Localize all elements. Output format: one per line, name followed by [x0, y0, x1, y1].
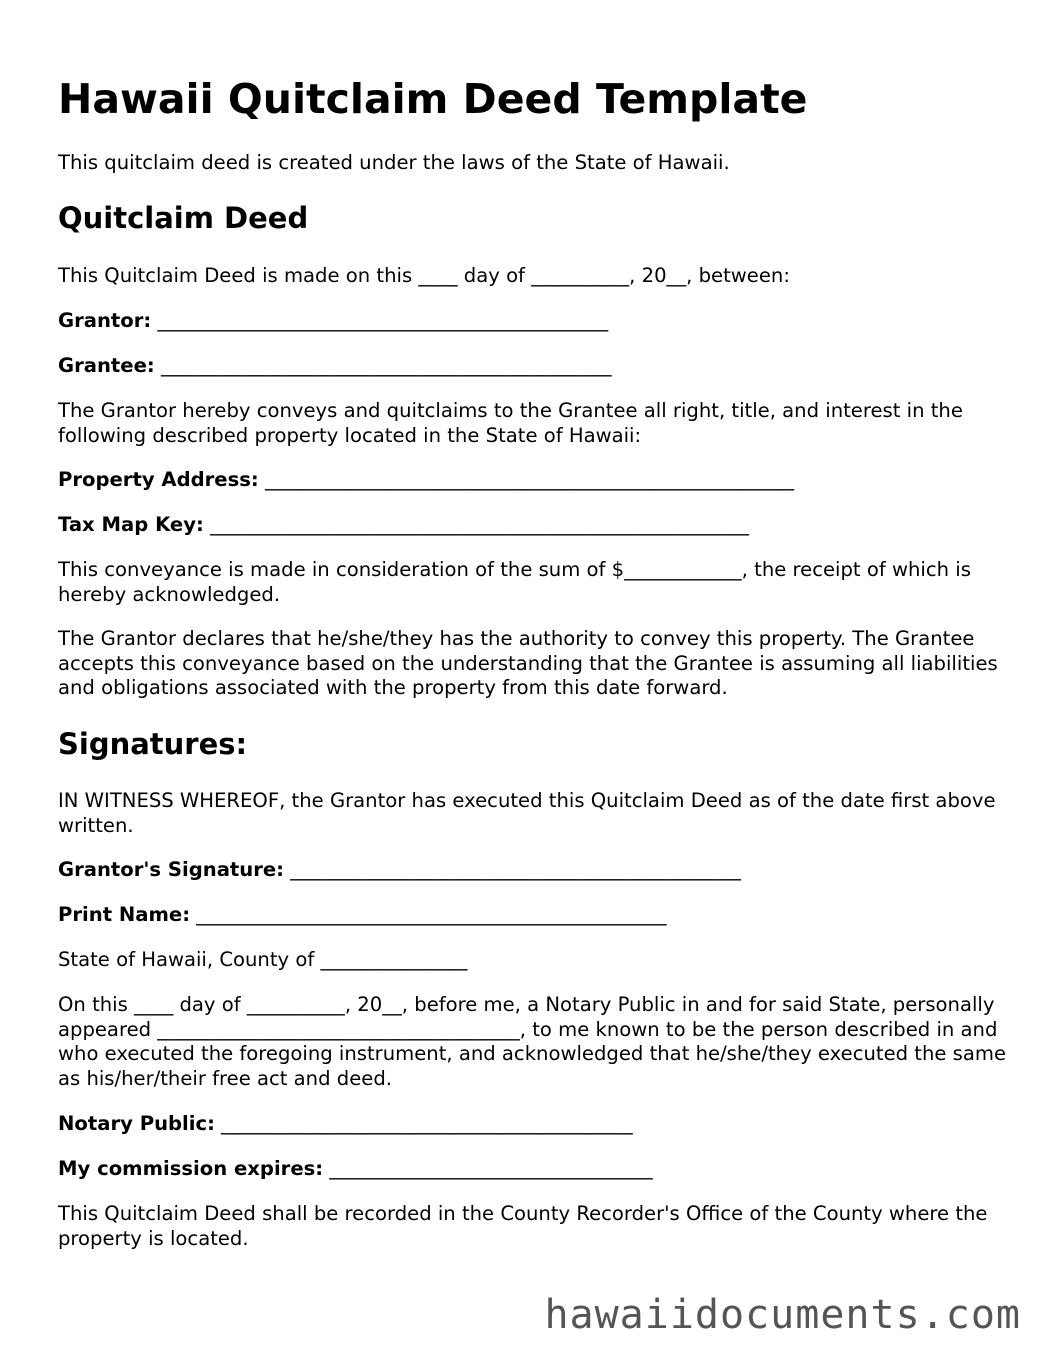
- property-address-field: [58, 468, 1008, 493]
- property-address-label: Property Address:: [58, 468, 259, 491]
- grantor-blank: ______________________________________________: [157, 309, 609, 332]
- tax-map-key-label: Tax Map Key:: [58, 513, 204, 536]
- notary-public-blank: __________________________________________: [221, 1112, 633, 1135]
- declaration-text: The Grantor declares that he/she/they has the authority to convey this property. The Grantee accepts this conveyance based on the understanding that the Grantee is assuming all liabilities and obligations associated with the property from this date forward.: [58, 627, 998, 700]
- print-name-blank: ________________________________________________: [196, 903, 667, 926]
- state-county-text: State of Hawaii, County of _______________: [58, 948, 468, 971]
- notary-public-field: [58, 1112, 1008, 1137]
- grantee-label: Grantee:: [58, 354, 155, 377]
- made-on-text: This Quitclaim Deed is made on this ____ day of __________, 20__, between:: [58, 264, 790, 287]
- footer-watermark: hawaiidocuments.com: [544, 1292, 1021, 1338]
- heading-quitclaim-deed: Quitclaim Deed: [58, 201, 309, 235]
- conveys-text: The Grantor hereby conveys and quitclaims to the Grantee all right, title, and interest in the following described property located in the State of Hawaii:: [58, 399, 963, 447]
- tax-map-key-blank: _______________________________________________________: [210, 513, 749, 536]
- consideration-text: This conveyance is made in consideration of the sum of $____________, the receipt of which is hereby acknowledged.: [58, 558, 971, 606]
- grantor-label: Grantor:: [58, 309, 152, 332]
- grantee-field: [58, 354, 1008, 379]
- heading-signatures: Signatures:: [58, 727, 248, 761]
- print-name-field: [58, 903, 1008, 928]
- print-name-label: Print Name:: [58, 903, 191, 926]
- commission-expires-label: My commission expires:: [58, 1157, 324, 1180]
- grantor-signature-label: Grantor's Signature:: [58, 858, 285, 881]
- document-title: Hawaii Quitclaim Deed Template: [58, 75, 808, 123]
- grantee-blank: ______________________________________________: [160, 354, 612, 377]
- grantor-signature-field: [58, 858, 1008, 883]
- notary-statement-text: On this ____ day of __________, 20__, before me, a Notary Public in and for said State, personally appeared _____________________________________, to me known to be the person described in and who executed the foregoing instrument, and acknowledged that he/she/they executed the same as his/her/their free act and deed.: [58, 993, 1007, 1090]
- notary-public-label: Notary Public:: [58, 1112, 215, 1135]
- intro-text: This quitclaim deed is created under the laws of the State of Hawaii.: [58, 151, 730, 174]
- witness-text: IN WITNESS WHEREOF, the Grantor has executed this Quitclaim Deed as of the date first above written.: [58, 789, 996, 837]
- commission-expires-blank: _________________________________: [329, 1157, 653, 1180]
- grantor-field: [58, 309, 1008, 334]
- tax-map-key-field: [58, 513, 1008, 538]
- property-address-blank: ______________________________________________________: [264, 468, 795, 491]
- recording-text: This Quitclaim Deed shall be recorded in the County Recorder's Office of the County where the property is located.: [58, 1202, 988, 1250]
- grantor-signature-blank: ______________________________________________: [290, 858, 741, 881]
- commission-expires-field: [58, 1157, 1008, 1182]
